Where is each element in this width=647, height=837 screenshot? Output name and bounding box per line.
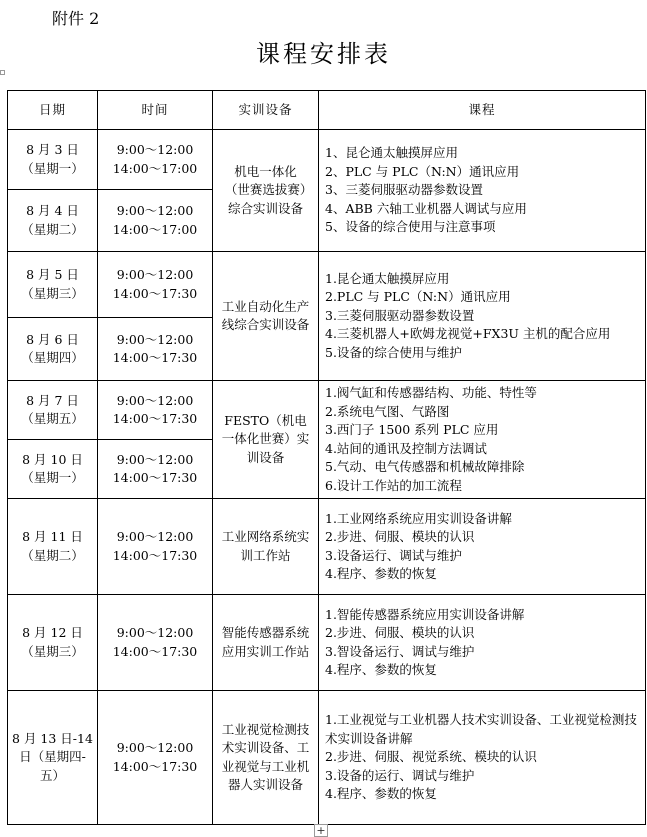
- course-cell: [319, 691, 646, 825]
- date-text: 8 月 6 日: [26, 331, 79, 347]
- course-item: 1.工业视觉与工业机器人技术实训设备、工业视觉检测技术实训设备讲解: [325, 712, 637, 746]
- date-cell: [8, 595, 98, 691]
- time-cell: [98, 190, 213, 252]
- time-pm: 14:00～17:30: [112, 350, 198, 365]
- time-cell: [98, 130, 213, 190]
- table-row: [8, 381, 646, 440]
- date-text: 8 月 11 日: [22, 529, 83, 544]
- time-cell: [98, 318, 213, 381]
- time-cell: [98, 499, 213, 595]
- course-cell: [319, 130, 646, 252]
- table-row: [8, 595, 646, 691]
- weekday-text: （星期三）: [21, 285, 84, 301]
- time-pm: 14:00～17:00: [112, 160, 198, 176]
- equipment-text: FESTO（机电一体化世赛）实训设备: [221, 412, 310, 465]
- course-item: 2.系统电气图、气路图: [325, 403, 450, 419]
- equipment-text: 机电一体化（世赛选拔赛）综合实训设备: [224, 163, 307, 216]
- date-text: 8 月 3 日: [26, 142, 79, 157]
- time-cell: [98, 691, 213, 825]
- equipment-cell: [213, 595, 319, 691]
- table-row: [8, 499, 646, 595]
- date-cell: [8, 499, 98, 595]
- course-item: 6.设计工作站的加工流程: [325, 477, 462, 493]
- header-date: 日期: [8, 91, 98, 130]
- course-item: 1、昆仑通太触摸屏应用: [325, 145, 458, 161]
- equipment-text: 工业自动化生产线综合实训设备: [221, 298, 310, 332]
- course-cell: [319, 499, 646, 595]
- course-item: 5.设备的综合使用与维护: [325, 344, 462, 360]
- course-item: 4.三菱机器人+欧姆龙视觉+FX3U 主机的配合应用: [325, 326, 611, 342]
- date-cell: [8, 252, 98, 318]
- time-pm: 14:00～17:30: [112, 285, 198, 301]
- time-am: 9:00～12:00: [116, 740, 194, 755]
- time-cell: [98, 440, 213, 499]
- date-text: 8 月 4 日: [26, 203, 79, 218]
- time-pm: 14:00～17:30: [112, 758, 198, 774]
- schedule-table: [7, 90, 646, 825]
- time-am: 9:00～12:00: [116, 529, 194, 544]
- course-item: 4、ABB 六轴工业机器人调试与应用: [325, 200, 527, 216]
- time-am: 9:00～12:00: [116, 451, 194, 467]
- course-item: 4.程序、参数的恢复: [325, 566, 437, 581]
- date-cell: [8, 190, 98, 252]
- course-cell: [319, 595, 646, 691]
- course-item: 2.步进、伺服、模块的认识: [325, 625, 475, 640]
- course-item: 2.步进、伺服、视觉系统、模块的认识: [325, 749, 537, 765]
- course-item: 1.工业网络系统应用实训设备讲解: [325, 510, 512, 526]
- course-item: 2.PLC 与 PLC（N:N）通讯应用: [325, 289, 511, 305]
- table-row: [8, 130, 646, 190]
- equipment-cell: [213, 381, 319, 499]
- date-text: 8 月 5 日: [26, 267, 79, 282]
- course-item: 3.智设备运行、调试与维护: [325, 643, 475, 659]
- date-text: 8 月 10 日: [22, 451, 83, 467]
- course-item: 5.气动、电气传感器和机械故障排除: [325, 459, 525, 474]
- date-cell: [8, 440, 98, 499]
- table-anchor-marker: [0, 70, 5, 75]
- course-item: 1.智能传感器系统应用实训设备讲解: [325, 606, 525, 622]
- course-item: 3、三菱伺服驱动器参数设置: [325, 182, 483, 198]
- time-am: 9:00～12:00: [116, 625, 194, 640]
- date-text: 8 月 13 日-14 日（星期四-五）: [12, 730, 93, 783]
- header-time: 时间: [98, 91, 213, 130]
- time-cell: [98, 252, 213, 318]
- course-cell: [319, 381, 646, 499]
- course-item: 1.昆仑通太触摸屏应用: [325, 270, 450, 286]
- date-text: 8 月 12 日: [22, 625, 83, 640]
- header-equipment: 实训设备: [213, 91, 319, 130]
- course-item: 4.站间的通讯及控制方法调试: [325, 440, 487, 456]
- time-am: 9:00～12:00: [116, 267, 194, 282]
- equipment-cell: [213, 252, 319, 381]
- table-row: [8, 691, 646, 825]
- course-item: 5、设备的综合使用与注意事项: [325, 219, 496, 235]
- course-item: 2.步进、伺服、模块的认识: [325, 529, 475, 544]
- course-item: 4.程序、参数的恢复: [325, 786, 437, 802]
- time-pm: 14:00～17:30: [112, 470, 198, 485]
- equipment-cell: [213, 130, 319, 252]
- course-item: 3.西门子 1500 系列 PLC 应用: [325, 422, 499, 437]
- annex-label: 附件 2: [52, 9, 100, 28]
- equipment-text: 智能传感器系统应用实训工作站: [221, 625, 310, 659]
- time-pm: 14:00～17:30: [112, 643, 198, 659]
- weekday-text: （星期一）: [21, 160, 84, 176]
- page-title: 课程安排表: [256, 40, 391, 68]
- add-row-handle[interactable]: +: [314, 824, 328, 837]
- date-cell: [8, 691, 98, 825]
- header-course: 课程: [319, 91, 646, 130]
- time-am: 9:00～12:00: [116, 392, 194, 408]
- time-am: 9:00～12:00: [116, 331, 194, 347]
- course-item: 2、PLC 与 PLC（N:N）通讯应用: [325, 163, 520, 179]
- equipment-cell: [213, 691, 319, 825]
- date-cell: [8, 130, 98, 190]
- weekday-text: （星期二）: [21, 547, 84, 563]
- equipment-cell: [213, 499, 319, 595]
- weekday-text: （星期四）: [21, 350, 84, 365]
- equipment-text: 工业网络系统实训工作站: [221, 529, 310, 563]
- course-item: 4.程序、参数的恢复: [325, 662, 437, 677]
- course-item: 3.设备运行、调试与维护: [325, 547, 462, 563]
- equipment-text: 工业视觉检测技术实训设备、工业视觉与工业机器人实训设备: [221, 721, 310, 792]
- weekday-text: （星期三）: [21, 643, 84, 659]
- time-pm: 14:00～17:30: [112, 547, 198, 563]
- table-row: [8, 252, 646, 318]
- time-cell: [98, 381, 213, 440]
- course-item: 3.三菱伺服驱动器参数设置: [325, 307, 475, 323]
- weekday-text: （星期一）: [21, 470, 84, 485]
- date-cell: [8, 318, 98, 381]
- header-row: [8, 91, 646, 130]
- weekday-text: （星期五）: [21, 411, 84, 426]
- course-item: 3.设备的运行、调试与维护: [325, 767, 475, 783]
- time-pm: 14:00～17:30: [112, 411, 198, 426]
- course-item: 1.阀气缸和传感器结构、功能、特性等: [325, 385, 537, 400]
- time-cell: [98, 595, 213, 691]
- time-am: 9:00～12:00: [116, 203, 194, 218]
- time-am: 9:00～12:00: [116, 142, 194, 157]
- weekday-text: （星期二）: [21, 221, 84, 237]
- date-text: 8 月 7 日: [26, 392, 79, 408]
- time-pm: 14:00～17:00: [112, 221, 198, 237]
- date-cell: [8, 381, 98, 440]
- course-cell: [319, 252, 646, 381]
